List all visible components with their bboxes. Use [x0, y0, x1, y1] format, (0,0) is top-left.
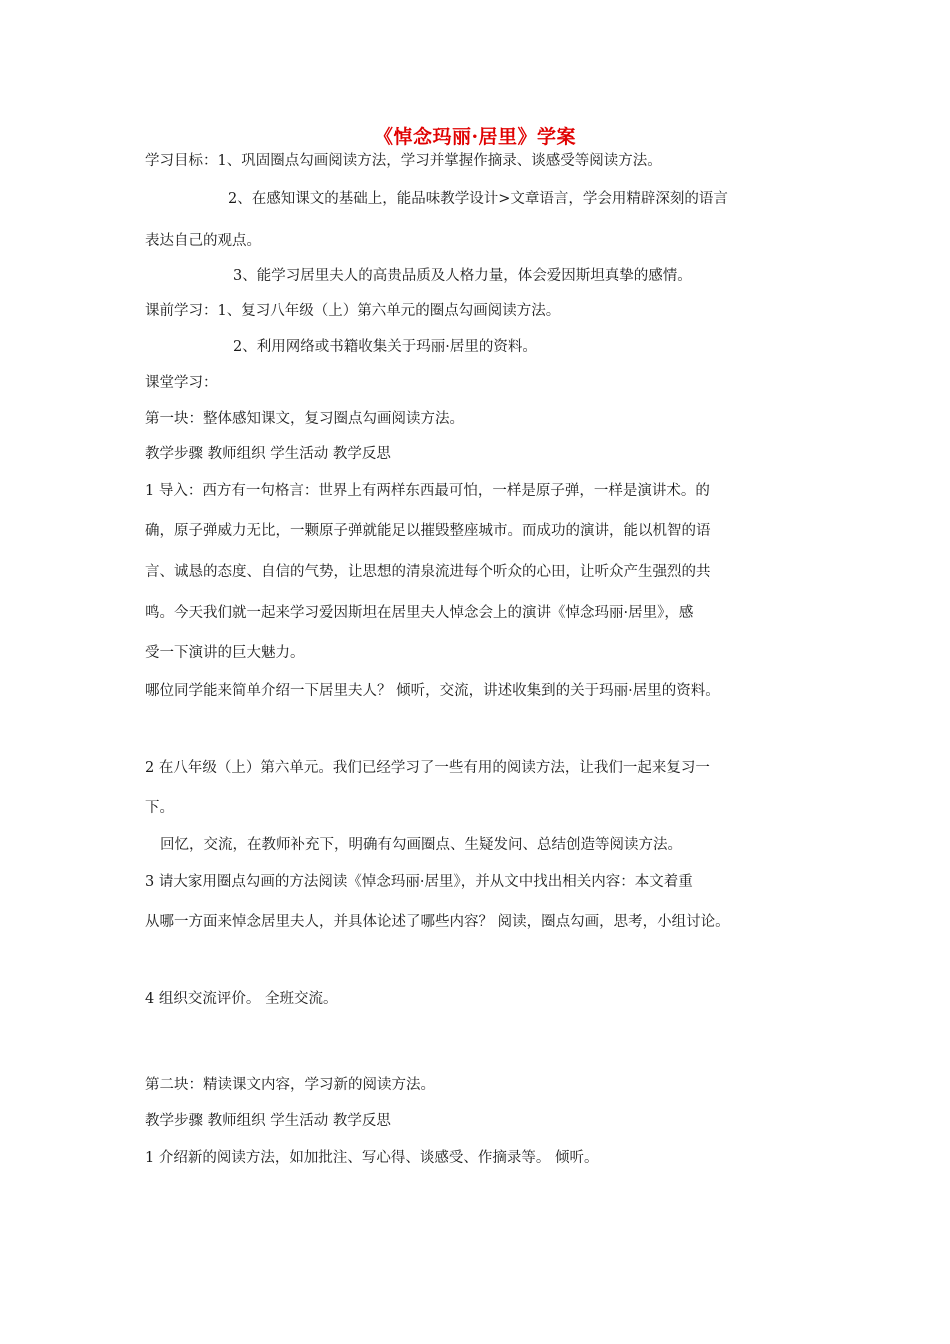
text-line: 第二块：精读课文内容，学习新的阅读方法。 — [145, 1077, 435, 1093]
text-line: 鸣。今天我们就一起来学习爱因斯坦在居里夫人悼念会上的演讲《悼念玛丽·居里》，感 — [145, 605, 694, 621]
text-line: 确，原子弹威力无比，一颗原子弹就能足以摧毁整座城市。而成功的演讲，能以机智的语 — [145, 523, 711, 539]
text-line: 2 在八年级（上）第六单元。我们已经学习了一些有用的阅读方法，让我们一起来复习一 — [145, 760, 710, 776]
text-line: 课堂学习： — [145, 375, 218, 391]
text-line: 4 组织交流评价。 全班交流。 — [145, 991, 338, 1007]
text-line: 下。 — [145, 800, 174, 816]
text-line: 教学步骤 教师组织 学生活动 教学反思 — [145, 1113, 391, 1129]
text-line: 学习目标：1、巩固圈点勾画阅读方法，学习并掌握作摘录、谈感受等阅读方法。 — [145, 153, 662, 169]
text-line: 教学步骤 教师组织 学生活动 教学反思 — [145, 446, 391, 462]
text-line: 回忆，交流，在教师补充下，明确有勾画圈点、生疑发问、总结创造等阅读方法。 — [160, 837, 682, 853]
document-title: 《悼念玛丽·居里》学案 — [373, 126, 577, 148]
text-line: 1 介绍新的阅读方法，如加批注、写心得、谈感受、作摘录等。 倾听。 — [145, 1150, 599, 1166]
text-line: 3 请大家用圈点勾画的方法阅读《悼念玛丽·居里》，并从文中找出相关内容：本文着重 — [145, 874, 693, 890]
text-line: 课前学习：1、复习八年级（上）第六单元的圈点勾画阅读方法。 — [145, 303, 561, 319]
text-line: 2、在感知课文的基础上，能品味教学设计>文章语言，学会用精辟深刻的语言 — [228, 191, 728, 207]
text-line: 从哪一方面来悼念居里夫人，并具体论述了哪些内容？ 阅读，圈点勾画，思考，小组讨论。 — [145, 914, 730, 930]
text-line: 2、利用网络或书籍收集关于玛丽·居里的资料。 — [233, 339, 537, 355]
text-line: 第一块：整体感知课文，复习圈点勾画阅读方法。 — [145, 411, 464, 427]
text-line: 1 导入：西方有一句格言：世界上有两样东西最可怕，一样是原子弹，一样是演讲术。的 — [145, 483, 710, 499]
text-line: 受一下演讲的巨大魅力。 — [145, 645, 305, 661]
text-line: 言、诚恳的态度、自信的气势，让思想的清泉流进每个听众的心田，让听众产生强烈的共 — [145, 564, 711, 580]
text-line: 3、能学习居里夫人的高贵品质及人格力量，体会爱因斯坦真挚的感情。 — [233, 268, 692, 284]
text-line: 哪位同学能来简单介绍一下居里夫人？ 倾听，交流，讲述收集到的关于玛丽·居里的资料。 — [145, 683, 720, 699]
text-line: 表达自己的观点。 — [145, 233, 261, 249]
